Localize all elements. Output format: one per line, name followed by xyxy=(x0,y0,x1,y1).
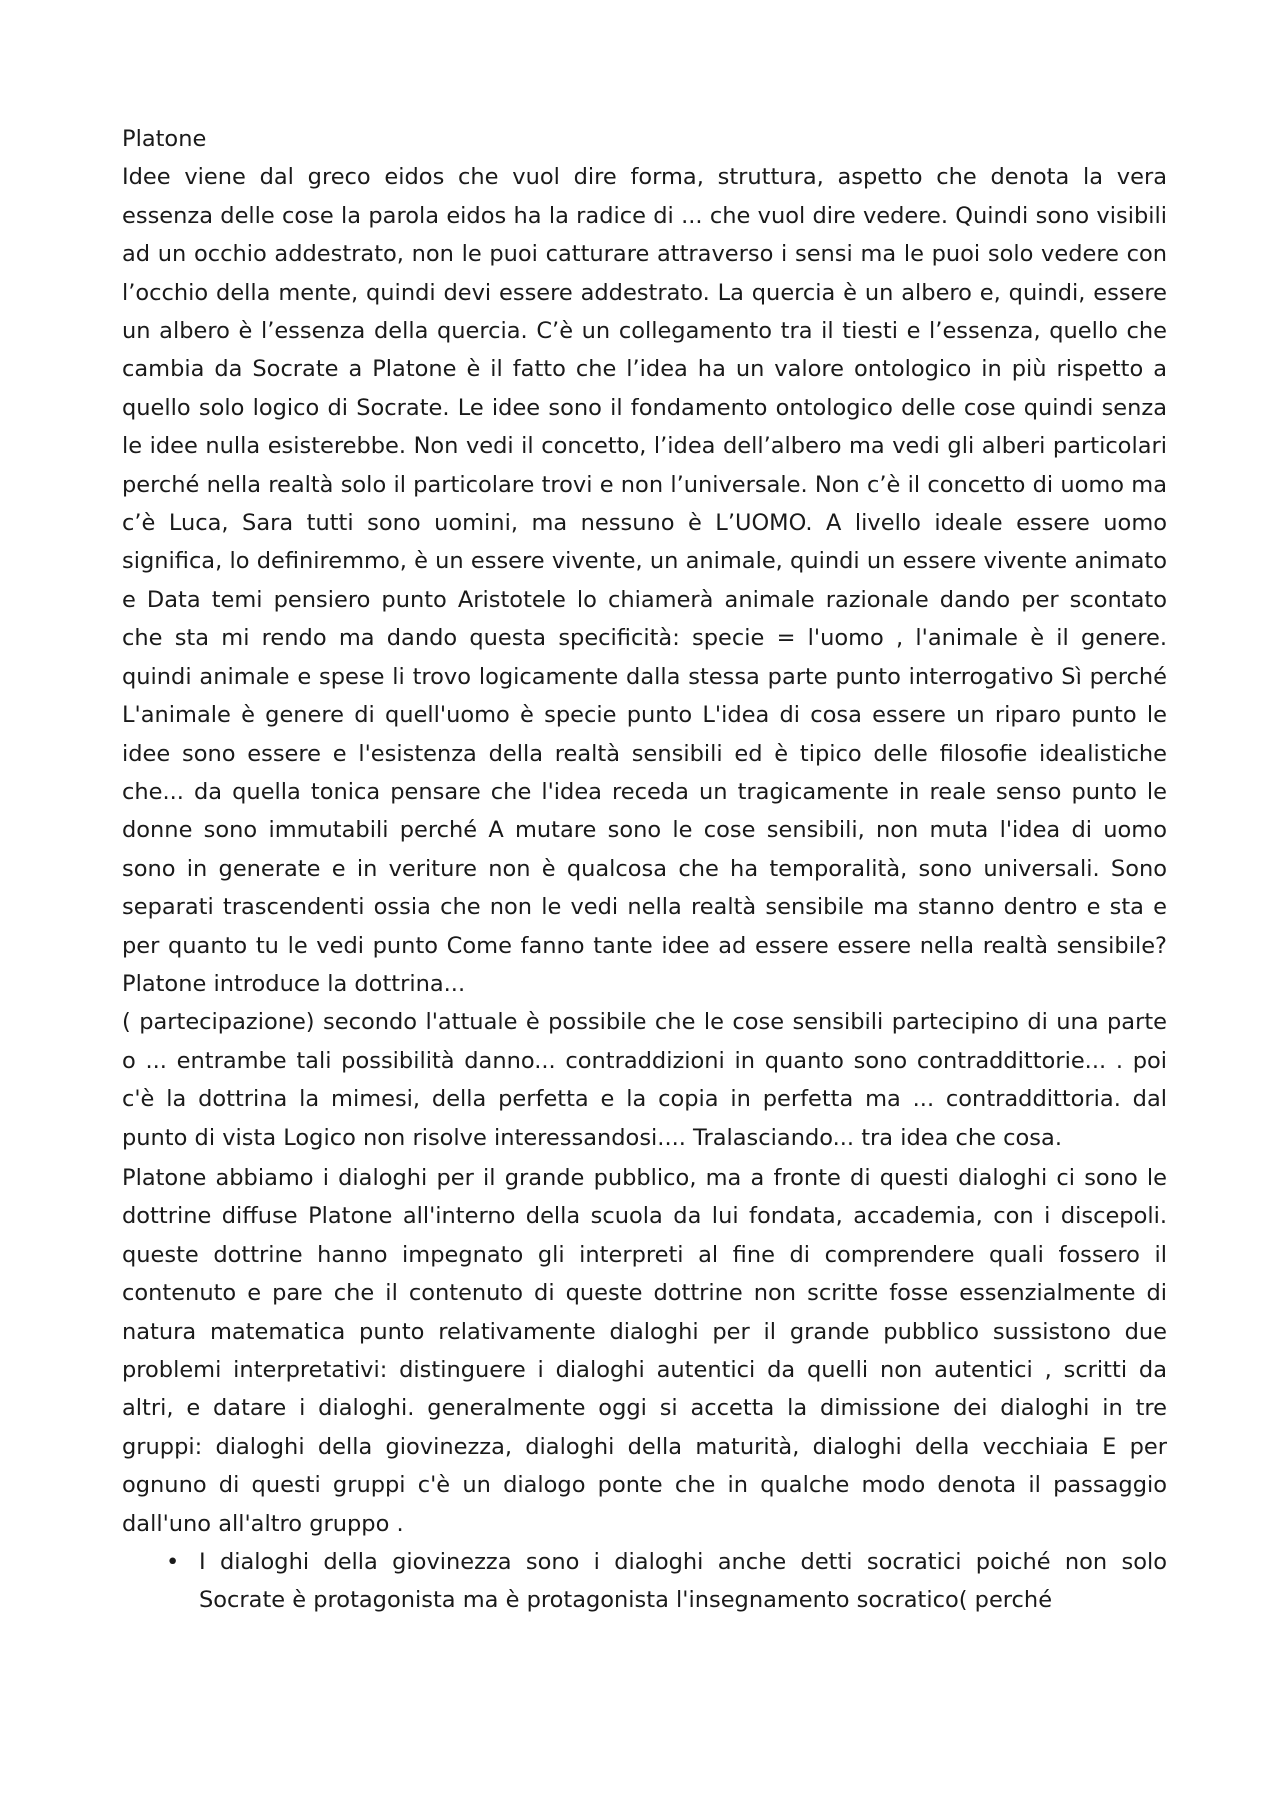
paragraph-ideas: Idee viene dal greco eidos che vuol dire forma, struttura, aspetto che denota la vera essenza delle cose la parola eidos ha la radice di ... che vuol dire vedere. Quindi sono visibili ad un occhio addestrato, non le puoi catturare attraverso i sensi ma le puoi solo vedere con l’occhio della mente, quindi devi essere addestrato. La quercia è un albero e, quindi, essere un albero è l’essenza della quercia. C’è un collegamento tra il tiesti e l’essenza, quello che cambia da Socrate a Platone è il fatto che l’idea ha un valore ontologico in più rispetto a quello solo logico di Socrate. Le idee sono il fondamento ontologico delle cose quindi senza le idee nulla esisterebbe. Non vedi il concetto, l’idea dell’albero ma vedi gli alberi particolari perché nella realtà solo il particolare trovi e non l’universale. Non c’è il concetto di uomo ma c’è Luca, Sara tutti sono uomini, ma nessuno è L’UOMO. A livello ideale essere uomo significa, lo definiremmo, è un essere vivente, un animale, quindi un essere vivente animato e Data temi pensiero punto Aristotele lo chiamerà animale razionale dando per scontato che sta mi rendo ma dando questa specificità: specie = l'uomo , l'animale è il genere. quindi animale e spese li trovo logicamente dalla stessa parte punto interrogativo Sì perché L'animale è genere di quell'uomo è specie punto L'idea di cosa essere un riparo punto le idee sono essere e l'esistenza della realtà sensibili ed è tipico delle filosofie idealistiche che... da quella tonica pensare che l'idea receda un tragicamente in reale senso punto le donne sono immutabili perché A mutare sono le cose sensibili, non muta l'idea di uomo sono in generate e in veriture non è qualcosa che ha temporalità, sono universali. Sono separati trascendenti ossia che non le vedi nella realtà sensibile ma stanno dentro e sta e per quanto tu le vedi punto Come fanno tante idee ad essere essere nella realtà sensibile? Platone introduce la dottrina... xyxy=(122,164,1167,997)
paragraph-dialogues: Platone abbiamo i dialoghi per il grande pubblico, ma a fronte di questi dialoghi ci sono le dottrine diffuse Platone all'interno della scuola da lui fondata, accademia, con i discepoli. queste dottrine hanno impegnato gli interpreti al fine di comprendere quali fossero il contenuto e pare che il contenuto di queste dottrine non scritte fosse essenzialmente di natura matematica punto relativamente dialoghi per il grande pubblico sussistono due problemi interpretativi: distinguere i dialoghi autentici da quelli non autentici , scritti da altri, e datare i dialoghi. generalmente oggi si accetta la dimissione dei dialoghi in tre gruppi: dialoghi della giovinezza, dialoghi della maturità, dialoghi della vecchiaia E per ognuno di questi gruppi c'è un dialogo ponte che in qualche modo denota il passaggio dall'uno all'altro gruppo . xyxy=(122,1164,1167,1537)
bullet-list xyxy=(122,1543,1167,1620)
paragraph-participation: ( partecipazione) secondo l'attuale è possibile che le cose sensibili partecipino di una parte o ... entrambe tali possibilità danno... contraddizioni in quanto sono contraddittorie... . poi c'è la dottrina la mimesi, della perfetta e la copia in perfetta ma ... contraddittoria. dal punto di vista Logico non risolve interessandosi.... Tralasciando... tra idea che cosa. xyxy=(122,1009,1167,1151)
list-item-text: I dialoghi della giovinezza sono i dialoghi anche detti socratici poiché non solo Socrate è protagonista ma è protagonista l'insegnamento socratico( perché xyxy=(199,1549,1167,1614)
document-title: Platone xyxy=(122,126,207,152)
document-body xyxy=(122,120,1167,1620)
bullet-icon: • xyxy=(166,1549,180,1576)
list-item xyxy=(122,1543,1167,1620)
